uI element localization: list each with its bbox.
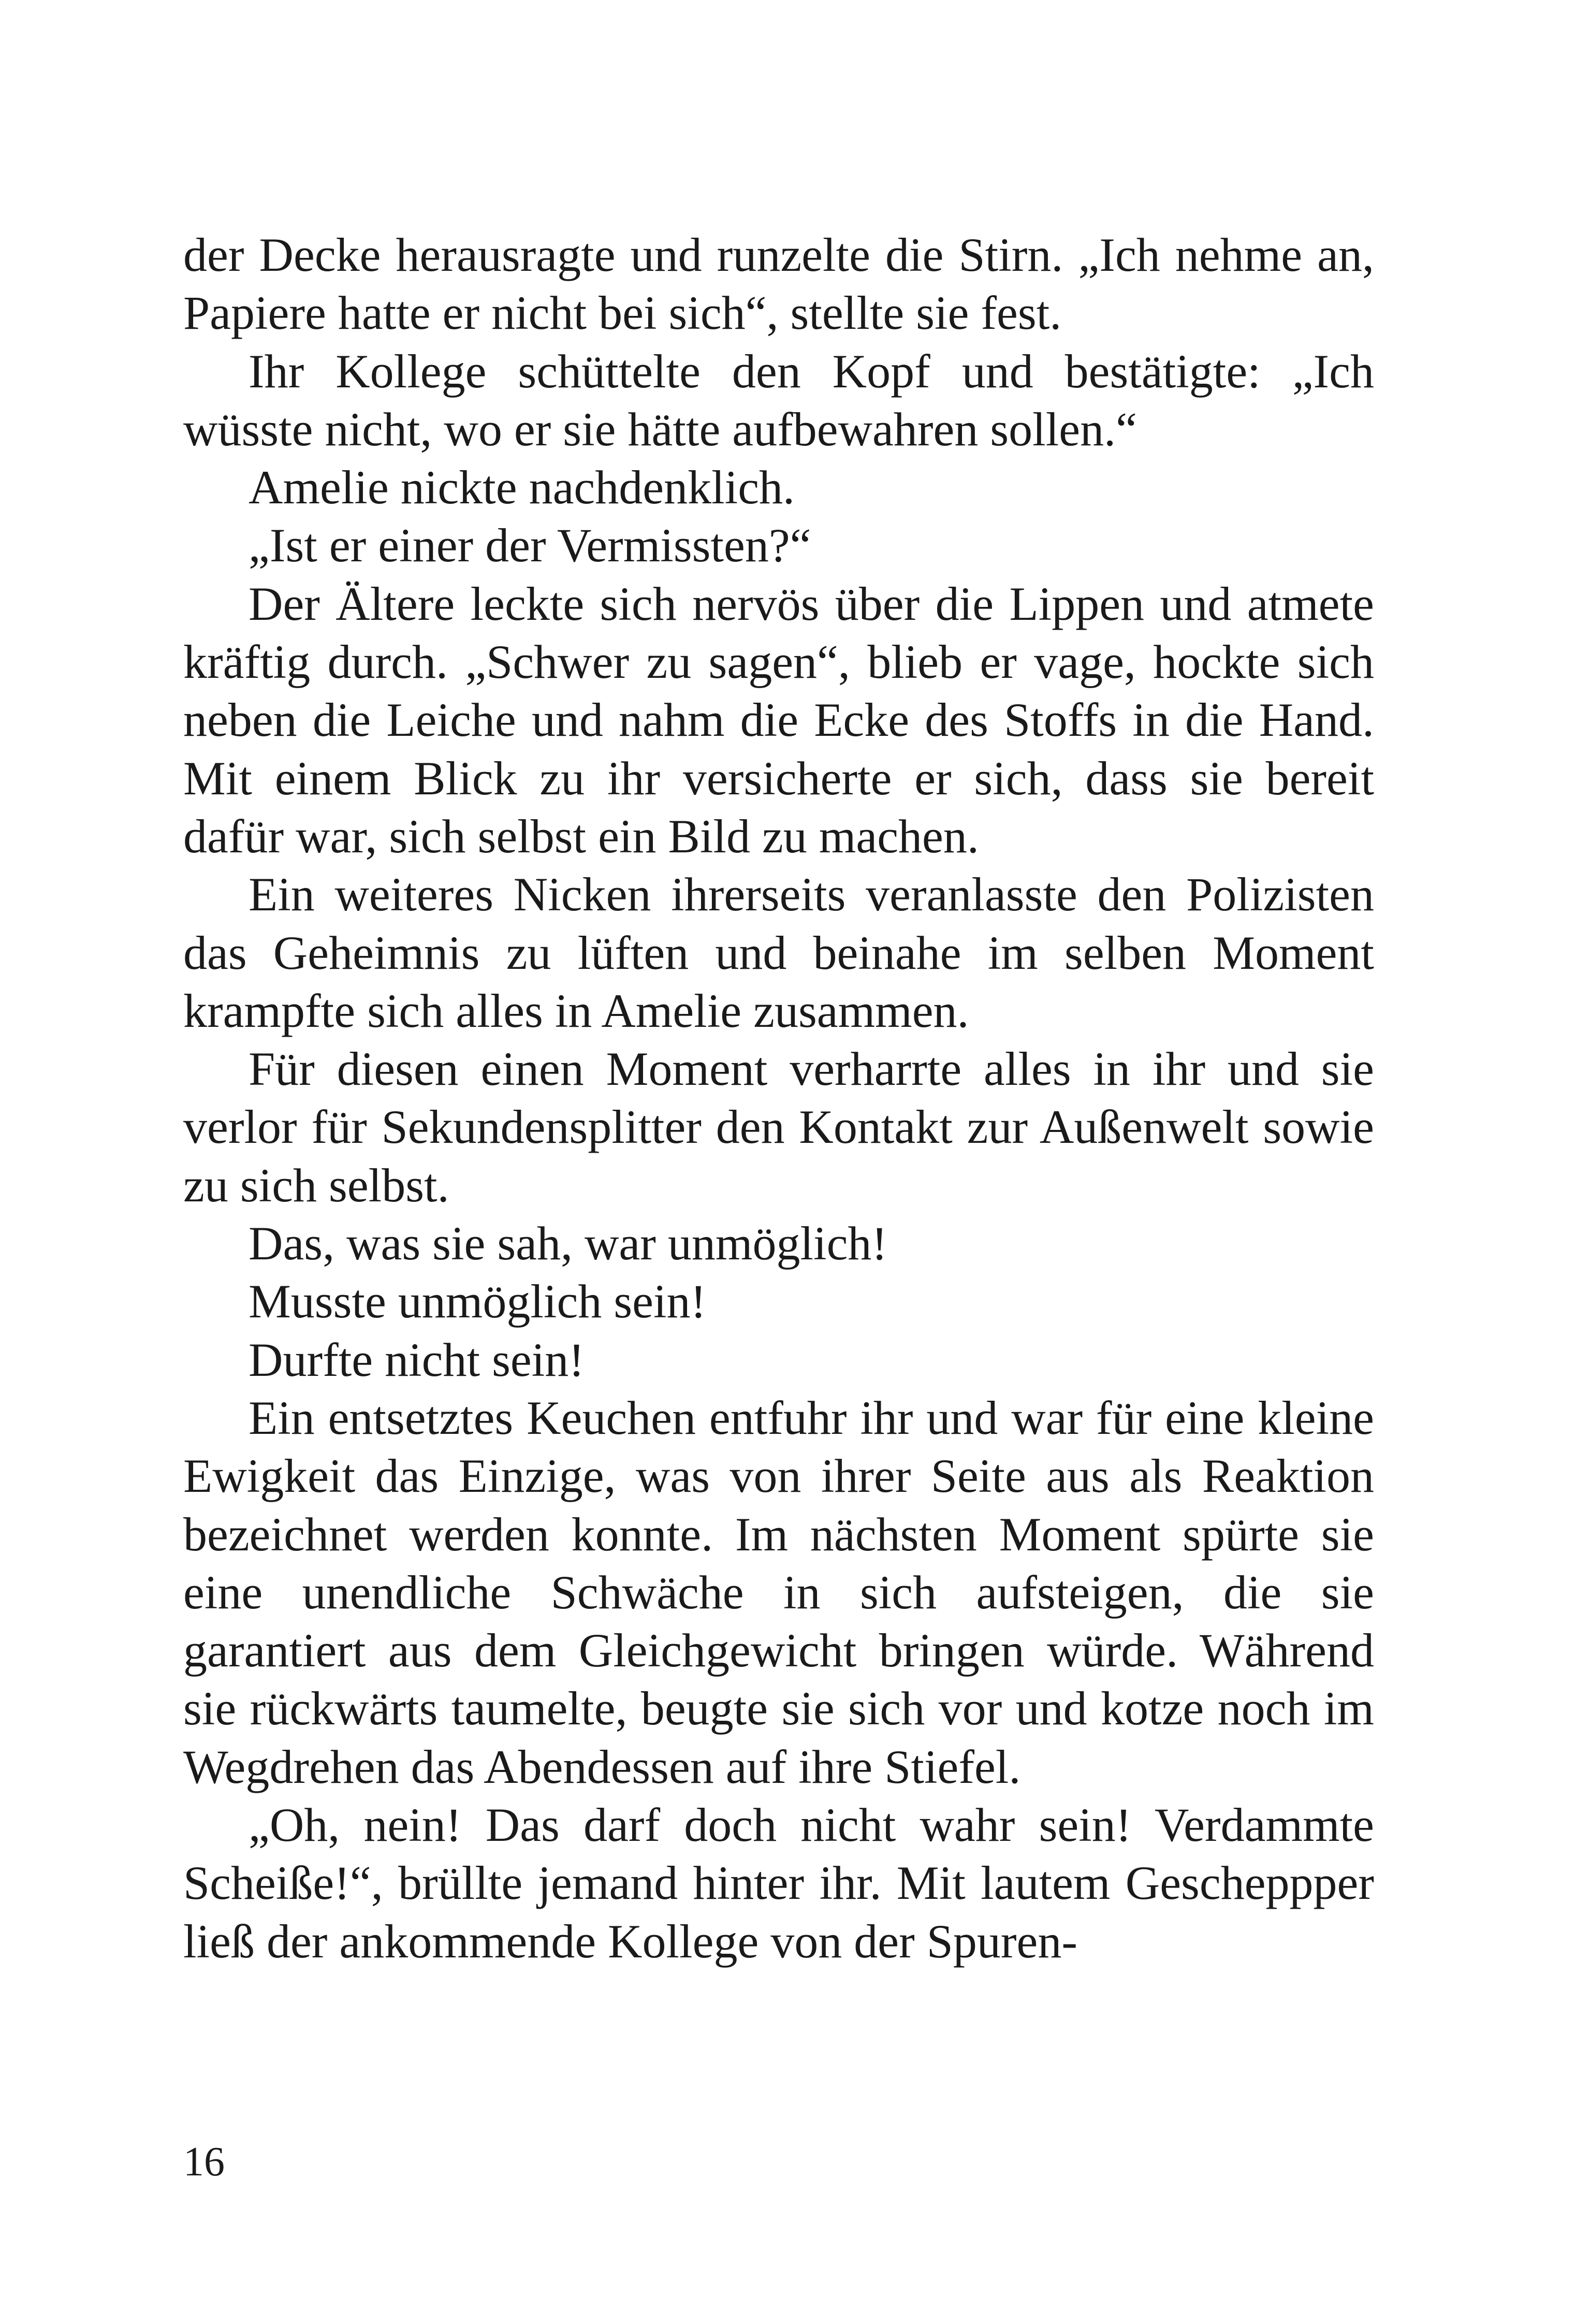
paragraph-11: Ein entsetztes Keuchen entfuhr ihr und war für eine kleine Ewigkeit das Einzige, was von ihrer Seite aus als Reaktion bezeichnet werden konnte. Im nächsten Moment spürte sie eine unendliche Schwäche in sich aufsteigen, die sie garantiert aus dem Gleichgewicht bringen würde. Während sie rückwärts taumelte, beugte sie sich vor und kotze noch im Wegdrehen das Abendessen auf ihre Stiefel.: [183, 1391, 1374, 1793]
page-number: 16: [183, 2139, 225, 2185]
paragraph-1: der Decke herausragte und runzelte die Stirn. „Ich nehme an, Papiere hatte er nicht bei sich“, stellte sie fest.: [183, 228, 1374, 340]
paragraph-3: Amelie nickte nachdenklich.: [249, 461, 795, 514]
paragraph-12: „Oh, nein! Das darf doch nicht wahr sein! Verdammte Scheiße!“, brüllte jemand hinter ihr. Mit lautem Gescheppper ließ der ankommende Kollege von der Spuren-: [183, 1798, 1374, 1968]
paragraph-8: Das, was sie sah, war unmöglich!: [249, 1217, 888, 1270]
paragraph-10: Durfte nicht sein!: [249, 1333, 585, 1386]
paragraph-6: Ein weiteres Nicken ihrerseits veranlasste den Polizisten das Geheimnis zu lüften und beinahe im selben Moment krampfte sich alles in Amelie zusammen.: [183, 868, 1374, 1037]
paragraph-5: Der Ältere leckte sich nervös über die Lippen und atmete kräftig durch. „Schwer zu sagen“, blieb er vage, hockte sich neben die Leiche und nahm die Ecke des Stoffs in die Hand. Mit einem Blick zu ihr versicherte er sich, dass sie bereit dafür war, sich selbst ein Bild zu machen.: [183, 577, 1374, 863]
paragraph-9: Musste unmöglich sein!: [249, 1275, 707, 1328]
paragraph-7: Für diesen einen Moment verharrte alles in ihr und sie verlor für Sekundensplitter den Kontakt zur Außenwelt sowie zu sich selbst.: [183, 1042, 1374, 1212]
body-text: [183, 226, 1374, 1970]
paragraph-4: „Ist er einer der Vermissten?“: [249, 519, 811, 572]
paragraph-2: Ihr Kollege schüttelte den Kopf und bestätigte: „Ich wüsste nicht, wo er sie hätte aufbewahren sollen.“: [183, 344, 1374, 456]
